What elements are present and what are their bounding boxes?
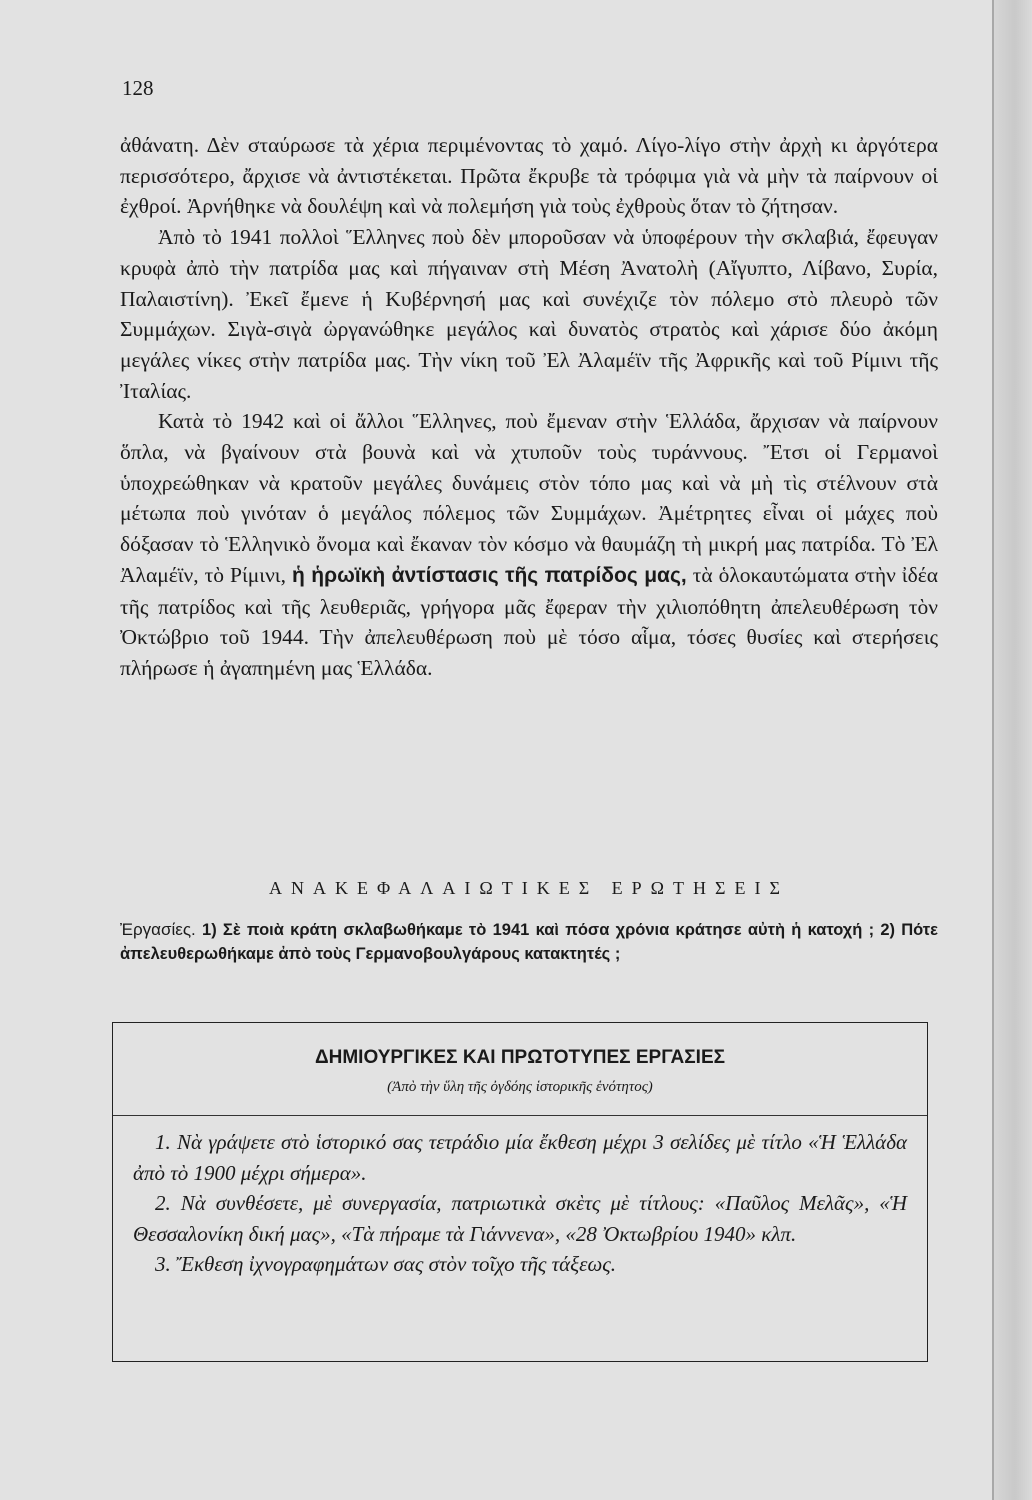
box-item: 3. Ἔκθεση ἰχνογραφημάτων σας στὸν τοῖχο τῆς τάξεως.	[155, 1252, 617, 1276]
box-item: 2. Νὰ συνθέσετε, μὲ συνεργασία, πατριωτικὰ σκὲτς μὲ τίτλους: «Παῦλος Μελᾶς», «Ἡ Θεσσαλονίκη δική μας», «Τὰ πήραμε τὰ Γιάννενα», «28 Ὀκτωβρίου 1940» κλπ.	[133, 1191, 907, 1246]
box-item: 1. Νὰ γράψετε στὸ ἱστορικό σας τετράδιο μία ἔκθεση μέχρι 3 σελίδες μὲ τίτλο «Ἡ Ἑλλάδα ἀπὸ τὸ 1900 μέχρι σήμερα».	[133, 1130, 907, 1185]
body-text	[120, 130, 938, 684]
exercises-label: Ἐργασίες.	[120, 920, 196, 939]
paragraph-2: Ἀπὸ τὸ 1941 πολλοὶ Ἕλληνες ποὺ δὲν μποροῦσαν νὰ ὑποφέρουν τὴν σκλαβιά, ἔφευγαν κρυφὰ ἀπὸ τὴν πατρίδα μας καὶ πήγαιναν στὴ Μέση Ἀνατολὴ (Αἴγυπτο, Λίβανο, Συρία, Παλαιστίνη). Ἐκεῖ ἔμενε ἡ Κυβέρνησή μας καὶ συνέχιζε τὸν πόλεμο στὸ πλευρὸ τῶν Συμμάχων. Σιγὰ-σιγὰ ὠργανώθηκε μεγάλος καὶ δυνατὸς στρατὸς καὶ χάρισε δύο ἀκόμη μεγάλες νίκες στὴν πατρίδα μας. Τὴν νίκη τοῦ Ἐλ Ἀλαμέϊν τῆς Ἀφρικῆς καὶ τοῦ Ρίμινι τῆς Ἰταλίας.	[120, 225, 938, 403]
page-binding-edge	[992, 0, 1032, 1500]
paragraph-1: ἀθάνατη. Δὲν σταύρωσε τὰ χέρια περιμένοντας τὸ χαμό. Λίγο-λίγο στὴν ἀρχὴ κι ἀργότερα περισσότερο, ἄρχισε νὰ ἀντιστέκεται. Πρῶτα ἔκρυβε τὰ τρόφιμα γιὰ νὰ μὴν τὰ παίρνουν οἱ ἐχθροί. Ἀρνήθηκε νὰ δουλέψη καὶ νὰ πολεμήση γιὰ τοὺς ἐχθροὺς ὅταν τὸ ζήτησαν.	[120, 133, 938, 219]
exercises-block	[120, 918, 938, 966]
box-subtitle: (Ἀπὸ τὴν ὕλη τῆς ὀγδόης ἱστορικῆς ἑνότητος)	[387, 1079, 653, 1095]
paragraph-3-text-end: τὰ ὁλοκαυτώματα στὴν ἰδέα τῆς πατρίδος καὶ τῆς λευθεριᾶς, γρήγορα μᾶς ἔφεραν τὴν χιλιοπόθητη ἀπελευθέρωση τὸν Ὀκτώβριο τοῦ 1944. Τὴν ἀπελευθέρωση ποὺ μὲ τόσο αἷμα, τόσες θυσίες καὶ στερήσεις πλήρωσε ἡ ἀγαπημένη μας Ἑλλάδα.	[120, 562, 938, 680]
paragraph-3-emphasis: ἡ ἡρωϊκὴ ἀντίστασις τῆς πατρίδος μας,	[291, 563, 687, 587]
box-items	[133, 1127, 907, 1280]
creative-tasks-box	[112, 1022, 928, 1362]
box-title: ΔΗΜΙΟΥΡΓΙΚΕΣ ΚΑΙ ΠΡΩΤΟΤΥΠΕΣ ΕΡΓΑΣΙΕΣ	[314, 1047, 726, 1068]
paragraph-3-text: Κατὰ τὸ 1942 καὶ οἱ ἄλλοι Ἕλληνες, ποὺ ἔμεναν στὴν Ἑλλάδα, ἄρχισαν νὰ παίρνουν ὅπλα, νὰ βγαίνουν στὰ βουνὰ καὶ νὰ χτυποῦν τοὺς τυράννους. Ἔτσι οἱ Γερμανοὶ ὑποχρεώθηκαν νὰ κρατοῦν μεγάλες δυνάμεις στὸν τόπο μας καὶ νὰ μὴ τὶς στέλνουν στὰ μέτωπα ποὺ γινόταν ὁ μεγάλος πόλεμος τῶν Συμμάχων. Ἀμέτρητες εἶναι οἱ μάχες ποὺ δόξασαν τὸ Ἑλληνικὸ ὄνομα καὶ ἔκαναν τὸν κόσμο νὰ θαυμάζη τὴ μικρή μας πατρίδα. Τὸ Ἐλ Ἀλαμέϊν, τὸ Ρίμινι,	[120, 409, 938, 587]
box-divider	[113, 1115, 927, 1116]
exercises-text: 1) Σὲ ποιὰ κράτη σκλαβωθήκαμε τὸ 1941 καὶ πόσα χρόνια κράτησε αὐτὴ ἡ κατοχή ; 2) Πότε ἀπελευθερωθήκαμε ἀπὸ τοὺς Γερμανοβουλγάρους κατακτητές ;	[120, 921, 938, 963]
page-number: 128	[122, 76, 154, 100]
section-heading: ΑΝΑΚΕΦΑΛΑΙΩΤΙΚΕΣ ΕΡΩΤΗΣΕΙΣ	[269, 878, 789, 898]
paragraph-3	[120, 406, 938, 683]
